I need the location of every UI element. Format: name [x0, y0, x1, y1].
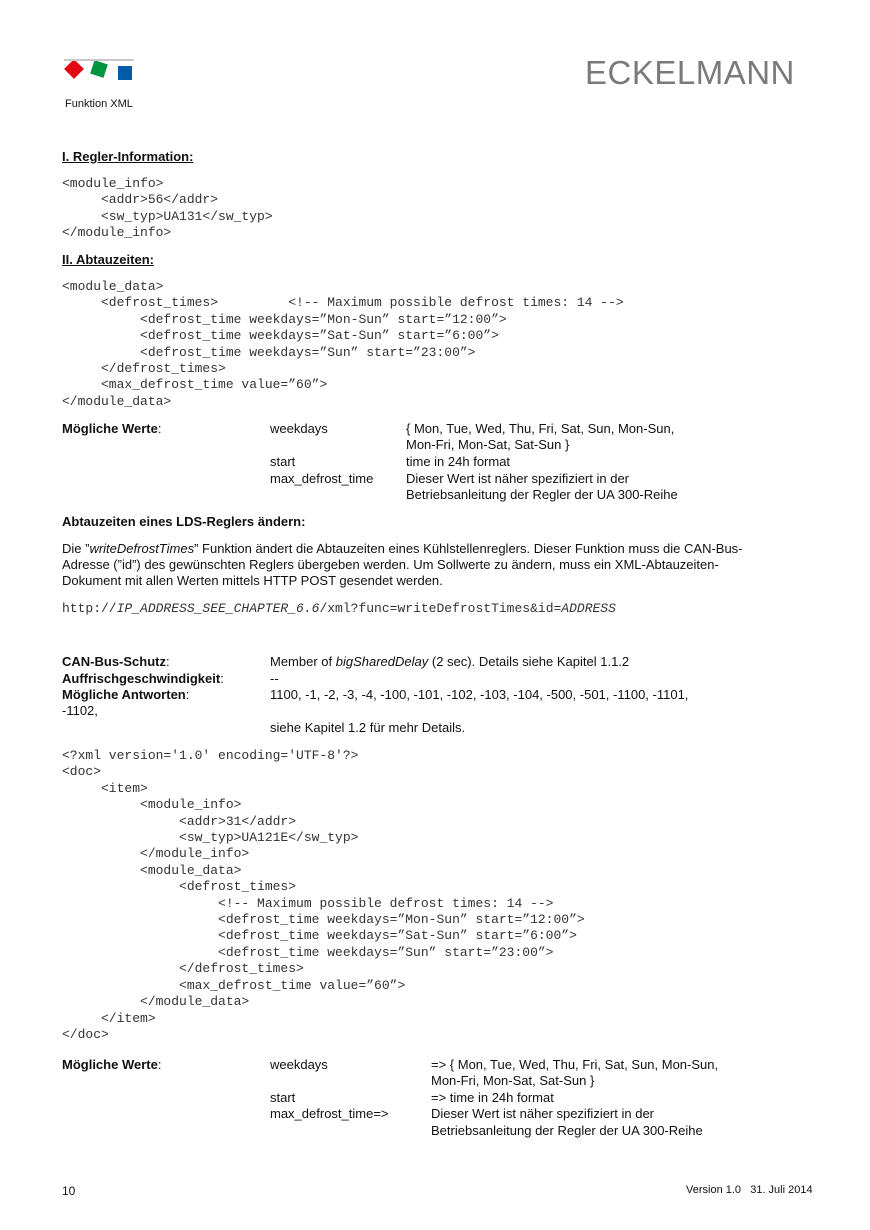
values2-value-weekdays-cont: Mon-Fri, Mon-Sat, Sat-Sun }	[431, 1073, 595, 1088]
request-url: http://IP_ADDRESS_SEE_CHAPTER_6.6/xml?func=writeDefrostTimes&id=ADDRESS	[62, 601, 616, 616]
values-value-weekdays-cont: Mon-Fri, Mon-Sat, Sat-Sun }	[406, 437, 570, 452]
page-number: 10	[62, 1184, 76, 1198]
answers-note: siehe Kapitel 1.2 für mehr Details.	[270, 720, 466, 735]
values2-key-max-defrost: max_defrost_time=>	[270, 1106, 389, 1121]
answers-value: 1100, -1, -2, -3, -4, -100, -101, -102, -103, -104, -500, -501, -1100, -1101,	[270, 687, 689, 702]
values2-value-weekdays: => { Mon, Tue, Wed, Thu, Fri, Sat, Sun, Mon-Sun,	[431, 1057, 719, 1072]
values2-value-max-defrost: Dieser Wert ist näher spezifiziert in der	[431, 1106, 655, 1121]
code-module-data: <module_data> <defrost_times> <!-- Maximum possible defrost times: 14 --> <defrost_time weekdays=”Mon-Sun” start=”12:00”> <defrost_time weekdays=”Sat-Sun” start=”6:00”> <defrost_time weekdays=”Sun” start=”23:00”> </defrost_times> <max_defrost_time value=”60”> </module_data>	[62, 279, 624, 409]
brand-wordmark: ECKELMANN	[585, 54, 795, 91]
values2-key-start: start	[270, 1090, 296, 1105]
values-label: Mögliche Werte:	[62, 421, 162, 436]
can-bus-value: Member of bigSharedDelay (2 sec). Details siehe Kapitel 1.1.2	[270, 654, 630, 669]
heading-change-defrost: Abtauzeiten eines LDS-Reglers ändern:	[62, 514, 306, 529]
heading-abtauzeiten: II. Abtauzeiten:	[62, 252, 154, 267]
section-label: Funktion XML	[65, 98, 133, 110]
values-key-weekdays: weekdays	[270, 421, 328, 436]
values-value-weekdays: { Mon, Tue, Wed, Thu, Fri, Sat, Sun, Mon-Sun,	[406, 421, 675, 436]
refresh-value: --	[270, 671, 279, 686]
description-paragraph: Die ”writeDefrostTimes” Funktion ändert die Abtauzeiten eines Kühlstellenreglers. Dieser Funktion muss die CAN-Bus-Adresse (”id”) des gewünschten Reglers übergeben werden. Um Sollwerte zu ändern, muss ein XML-Abtauzeiten-Dokument mit allen Werten mittels HTTP POST gesendet werden.	[62, 541, 743, 588]
values-value-max-defrost-cont: Betriebsanleitung der Regler der UA 300-Reihe	[406, 487, 678, 502]
answers-value-cont: -1102,	[62, 703, 98, 718]
values-key-max-defrost: max_defrost_time	[270, 471, 374, 486]
logo-blue-square	[118, 66, 132, 80]
logo-green-square	[90, 60, 108, 78]
answers-label: Mögliche Antworten:	[62, 687, 190, 702]
code-doc-example: <?xml version='1.0' encoding='UTF-8'?> <doc> <item> <module_info> <addr>31</addr> <sw_typ>UA121E</sw_typ> </module_info> <module_data> <defrost_times> <!-- Maximum possible defrost times: 14 --> <defrost_time weekdays=”Mon-Sun” start=”12:00”> <defrost_time weekdays=”Sat-Sun” start=”6:00”> <defrost_time weekdays=”Sun” start=”23:00”> </defrost_times> <max_defrost_time value=”60”> </module_data> </item> </doc>	[62, 748, 585, 1042]
can-bus-label: CAN-Bus-Schutz:	[62, 654, 170, 669]
values-value-start: time in 24h format	[406, 454, 511, 469]
values2-value-start: => time in 24h format	[431, 1090, 554, 1105]
refresh-label: Auffrischgeschwindigkeit:	[62, 671, 224, 686]
values2-key-weekdays: weekdays	[270, 1057, 328, 1072]
version-date: Version 1.0 31. Juli 2014	[686, 1184, 813, 1196]
logo-top-rule	[64, 59, 134, 61]
values2-value-max-defrost-cont: Betriebsanleitung der Regler der UA 300-Reihe	[431, 1123, 703, 1138]
values-value-max-defrost: Dieser Wert ist näher spezifiziert in der	[406, 471, 630, 486]
logo-red-square	[64, 59, 84, 79]
heading-regler-information: I. Regler-Information:	[62, 149, 194, 164]
values-key-start: start	[270, 454, 296, 469]
code-module-info: <module_info> <addr>56</addr> <sw_typ>UA131</sw_typ> </module_info>	[62, 176, 273, 241]
values2-label: Mögliche Werte:	[62, 1057, 162, 1072]
